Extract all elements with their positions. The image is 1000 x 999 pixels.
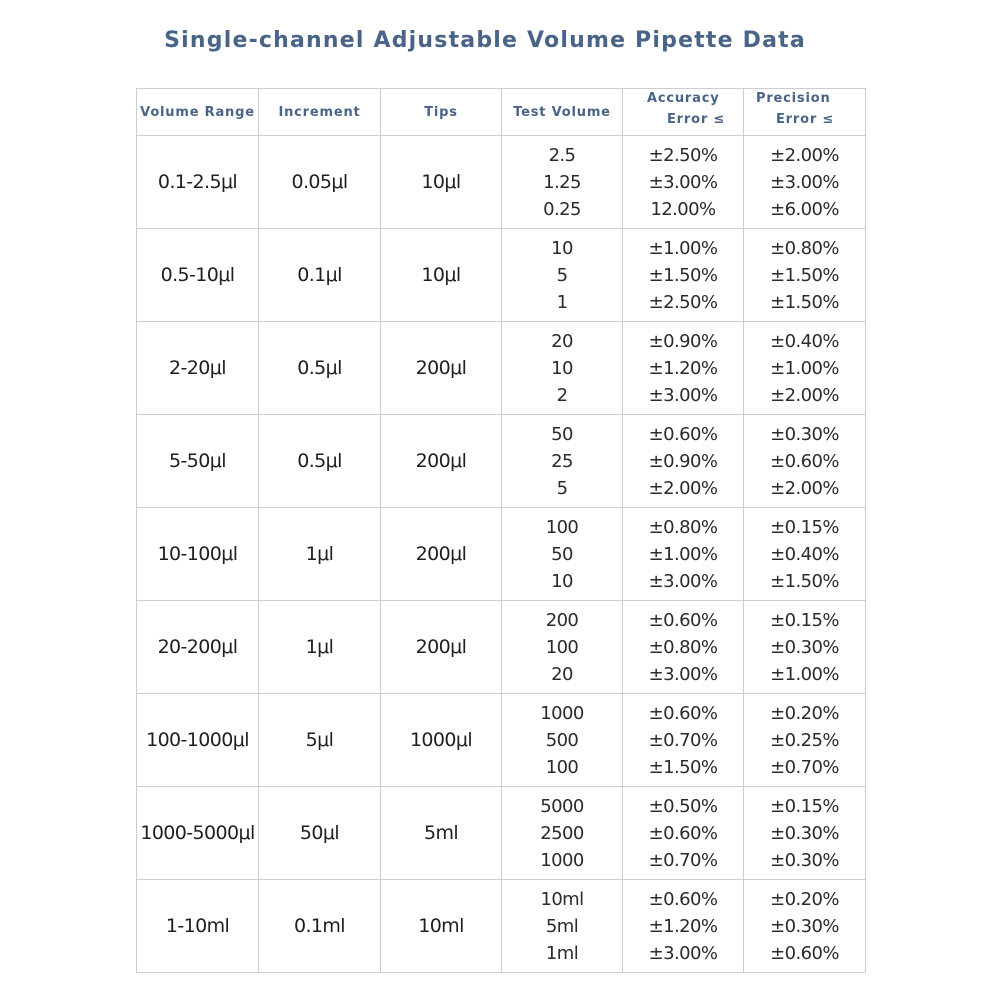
precision-error-cell: [744, 229, 866, 322]
precision-error-cell-value: ±0.15%: [770, 516, 839, 538]
test-volume-cell: [502, 229, 623, 322]
increment-cell: 50μl: [259, 787, 381, 880]
header-accuracy-error: [623, 89, 744, 136]
precision-error-cell-value: ±0.25%: [770, 729, 839, 751]
precision-error-cell: [744, 415, 866, 508]
test-volume-cell-value: 500: [545, 729, 579, 751]
header-volume-range: Volume Range: [137, 89, 259, 136]
header-precision-line2: Error ≤: [776, 112, 835, 127]
increment-cell: 0.5μl: [259, 322, 381, 415]
precision-error-cell-value: ±0.20%: [770, 702, 839, 724]
precision-error-cell: [744, 880, 866, 973]
precision-error-cell-value: ±0.40%: [770, 543, 839, 565]
test-volume-cell: [502, 136, 623, 229]
test-volume-cell-value: 10: [551, 570, 573, 592]
test-volume-cell-value: 1ml: [545, 942, 579, 964]
precision-error-cell: [744, 694, 866, 787]
increment-cell: 0.1μl: [259, 229, 381, 322]
precision-error-cell-value: ±6.00%: [770, 198, 839, 220]
accuracy-error-cell-value: ±3.00%: [648, 384, 718, 406]
test-volume-cell-value: 2: [556, 384, 568, 406]
precision-error-cell-value: ±0.30%: [770, 822, 839, 844]
accuracy-error-cell-value: ±0.60%: [648, 822, 718, 844]
test-volume-cell-value: 25: [551, 450, 573, 472]
table-row: [137, 322, 866, 415]
test-volume-cell-value: 2500: [540, 822, 584, 844]
table-row: [137, 229, 866, 322]
volume-range-cell: 0.1-2.5μl: [137, 136, 259, 229]
precision-error-cell: [744, 136, 866, 229]
test-volume-cell: [502, 322, 623, 415]
accuracy-error-cell-value: ±2.50%: [648, 144, 718, 166]
precision-error-cell-value: ±2.00%: [770, 384, 839, 406]
accuracy-error-cell-value: ±0.80%: [648, 516, 718, 538]
volume-range-cell: 20-200μl: [137, 601, 259, 694]
precision-error-cell-value: ±0.60%: [770, 942, 839, 964]
precision-error-cell-value: ±2.00%: [770, 477, 839, 499]
test-volume-cell-value: 5: [556, 264, 568, 286]
test-volume-cell: [502, 787, 623, 880]
precision-error-cell-value: ±1.50%: [770, 264, 839, 286]
tips-cell: 200μl: [381, 508, 502, 601]
test-volume-cell-value: 5000: [540, 795, 584, 817]
test-volume-cell-value: 10: [551, 357, 573, 379]
pipette-data-table: [136, 88, 866, 973]
accuracy-error-cell-value: ±1.00%: [648, 543, 718, 565]
volume-range-cell: 0.5-10μl: [137, 229, 259, 322]
test-volume-cell: [502, 601, 623, 694]
precision-error-cell-value: ±1.50%: [770, 570, 839, 592]
test-volume-cell: [502, 880, 623, 973]
accuracy-error-cell-value: ±0.60%: [648, 423, 718, 445]
accuracy-error-cell-value: ±0.90%: [648, 330, 718, 352]
increment-cell: 5μl: [259, 694, 381, 787]
test-volume-cell-value: 1: [556, 291, 568, 313]
test-volume-cell-value: 100: [545, 756, 579, 778]
table-row: [137, 880, 866, 973]
test-volume-cell-value: 10ml: [540, 888, 584, 910]
accuracy-error-cell: [623, 601, 744, 694]
precision-error-cell: [744, 508, 866, 601]
tips-cell: 200μl: [381, 601, 502, 694]
test-volume-cell-value: 20: [551, 663, 573, 685]
header-increment: Increment: [259, 89, 381, 136]
volume-range-cell: 100-1000μl: [137, 694, 259, 787]
test-volume-cell-value: 2.5: [548, 144, 576, 166]
accuracy-error-cell-value: ±1.00%: [648, 237, 718, 259]
accuracy-error-cell-value: ±1.50%: [648, 756, 718, 778]
test-volume-cell-value: 10: [551, 237, 573, 259]
test-volume-cell-value: 1.25: [543, 171, 581, 193]
volume-range-cell: 1-10ml: [137, 880, 259, 973]
accuracy-error-cell-value: ±1.20%: [648, 357, 718, 379]
increment-cell: 1μl: [259, 508, 381, 601]
precision-error-cell-value: ±0.30%: [770, 915, 839, 937]
test-volume-cell-value: 5: [556, 477, 568, 499]
accuracy-error-cell: [623, 229, 744, 322]
test-volume-cell: [502, 508, 623, 601]
table-row: [137, 508, 866, 601]
volume-range-cell: 5-50μl: [137, 415, 259, 508]
accuracy-error-cell-value: ±0.90%: [648, 450, 718, 472]
tips-cell: 10μl: [381, 136, 502, 229]
precision-error-cell-value: ±3.00%: [770, 171, 839, 193]
test-volume-cell-value: 50: [551, 543, 573, 565]
test-volume-cell: [502, 415, 623, 508]
tips-cell: 1000μl: [381, 694, 502, 787]
accuracy-error-cell-value: ±0.60%: [648, 702, 718, 724]
test-volume-cell-value: 1000: [540, 849, 584, 871]
increment-cell: 0.05μl: [259, 136, 381, 229]
accuracy-error-cell-value: ±0.80%: [648, 636, 718, 658]
table-row: [137, 787, 866, 880]
accuracy-error-cell-value: ±2.00%: [648, 477, 718, 499]
tips-cell: 10μl: [381, 229, 502, 322]
accuracy-error-cell-value: ±0.50%: [648, 795, 718, 817]
test-volume-cell-value: 100: [545, 636, 579, 658]
precision-error-cell-value: ±1.00%: [770, 663, 839, 685]
test-volume-cell-value: 1000: [540, 702, 584, 724]
header-test-volume: Test Volume: [502, 89, 623, 136]
table-header-row: [137, 89, 866, 136]
header-accuracy-line1: Accuracy: [647, 91, 720, 106]
table-row: [137, 601, 866, 694]
increment-cell: 0.1ml: [259, 880, 381, 973]
header-accuracy-line2: Error ≤: [667, 112, 726, 127]
precision-error-cell-value: ±0.80%: [770, 237, 839, 259]
tips-cell: 10ml: [381, 880, 502, 973]
volume-range-cell: 1000-5000μl: [137, 787, 259, 880]
test-volume-cell-value: 0.25: [543, 198, 581, 220]
precision-error-cell-value: ±0.40%: [770, 330, 839, 352]
precision-error-cell-value: ±1.00%: [770, 357, 839, 379]
precision-error-cell: [744, 787, 866, 880]
accuracy-error-cell-value: 12.00%: [650, 198, 716, 220]
test-volume-cell-value: 20: [551, 330, 573, 352]
accuracy-error-cell-value: ±2.50%: [648, 291, 718, 313]
header-precision-line1: Precision: [756, 91, 831, 106]
precision-error-cell: [744, 322, 866, 415]
accuracy-error-cell: [623, 694, 744, 787]
accuracy-error-cell-value: ±3.00%: [648, 663, 718, 685]
precision-error-cell-value: ±0.30%: [770, 849, 839, 871]
accuracy-error-cell-value: ±1.50%: [648, 264, 718, 286]
accuracy-error-cell: [623, 787, 744, 880]
accuracy-error-cell-value: ±3.00%: [648, 942, 718, 964]
table-row: [137, 415, 866, 508]
accuracy-error-cell-value: ±0.60%: [648, 609, 718, 631]
tips-cell: 200μl: [381, 322, 502, 415]
volume-range-cell: 10-100μl: [137, 508, 259, 601]
accuracy-error-cell: [623, 880, 744, 973]
precision-error-cell-value: ±0.15%: [770, 609, 839, 631]
header-tips: Tips: [381, 89, 502, 136]
precision-error-cell-value: ±0.30%: [770, 423, 839, 445]
accuracy-error-cell-value: ±0.70%: [648, 849, 718, 871]
precision-error-cell-value: ±0.70%: [770, 756, 839, 778]
test-volume-cell: [502, 694, 623, 787]
accuracy-error-cell-value: ±3.00%: [648, 171, 718, 193]
tips-cell: 5ml: [381, 787, 502, 880]
table-row: [137, 136, 866, 229]
test-volume-cell-value: 100: [545, 516, 579, 538]
precision-error-cell-value: ±2.00%: [770, 144, 839, 166]
table-row: [137, 694, 866, 787]
precision-error-cell-value: ±1.50%: [770, 291, 839, 313]
test-volume-cell-value: 5ml: [545, 915, 579, 937]
accuracy-error-cell: [623, 508, 744, 601]
page-title: Single-channel Adjustable Volume Pipette Data: [164, 28, 806, 53]
accuracy-error-cell: [623, 322, 744, 415]
accuracy-error-cell-value: ±0.70%: [648, 729, 718, 751]
accuracy-error-cell: [623, 136, 744, 229]
increment-cell: 0.5μl: [259, 415, 381, 508]
accuracy-error-cell: [623, 415, 744, 508]
test-volume-cell-value: 50: [551, 423, 573, 445]
accuracy-error-cell-value: ±0.60%: [648, 888, 718, 910]
precision-error-cell-value: ±0.20%: [770, 888, 839, 910]
increment-cell: 1μl: [259, 601, 381, 694]
precision-error-cell-value: ±0.30%: [770, 636, 839, 658]
precision-error-cell: [744, 601, 866, 694]
precision-error-cell-value: ±0.60%: [770, 450, 839, 472]
header-precision-error: [744, 89, 866, 136]
accuracy-error-cell-value: ±1.20%: [648, 915, 718, 937]
test-volume-cell-value: 200: [545, 609, 579, 631]
tips-cell: 200μl: [381, 415, 502, 508]
accuracy-error-cell-value: ±3.00%: [648, 570, 718, 592]
precision-error-cell-value: ±0.15%: [770, 795, 839, 817]
volume-range-cell: 2-20μl: [137, 322, 259, 415]
